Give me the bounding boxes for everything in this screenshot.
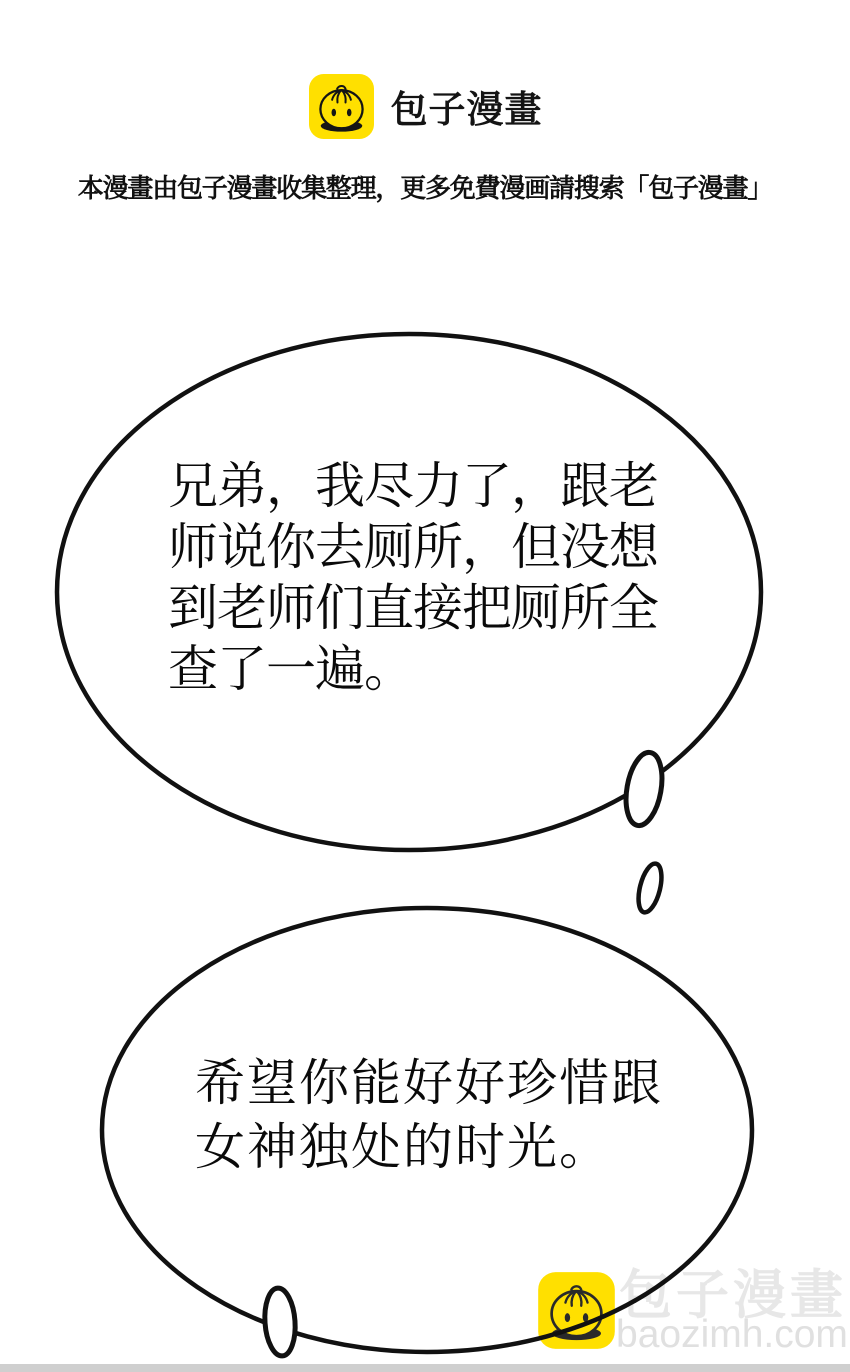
baozi-logo-icon — [308, 73, 375, 140]
left-eye — [331, 108, 336, 116]
watermark-brand-text: 包子漫畫 — [619, 1266, 847, 1325]
next-panel-edge — [0, 1364, 850, 1372]
dialogue-line: 女神独处的时光。 — [195, 1119, 611, 1175]
bun-face — [320, 90, 362, 128]
header-brand — [0, 72, 850, 140]
watermark-url-text: baozimh.com — [616, 1313, 848, 1356]
right-eye — [346, 108, 351, 116]
site-watermark — [538, 1266, 848, 1356]
dialogue-line: 兄弟，我尽力了，跟老 — [168, 458, 658, 514]
collection-notice: 本漫畫由包子漫畫收集整理，更多免費漫画請搜索「包子漫畫」 — [77, 173, 773, 203]
dialogue-line: 查了一遍。 — [168, 641, 413, 697]
dialogue-line: 到老师们直接把厕所全 — [168, 580, 658, 636]
dialogue-line: 希望你能好好珍惜跟 — [195, 1055, 663, 1111]
brand-title: 包子漫畫 — [390, 89, 543, 130]
dialogue-line: 师说你去厕所，但没想 — [168, 519, 658, 575]
thought-droplet-icon — [634, 861, 666, 914]
speech-bubble-2-text — [195, 1051, 663, 1179]
speech-bubble-1-text — [168, 456, 658, 700]
